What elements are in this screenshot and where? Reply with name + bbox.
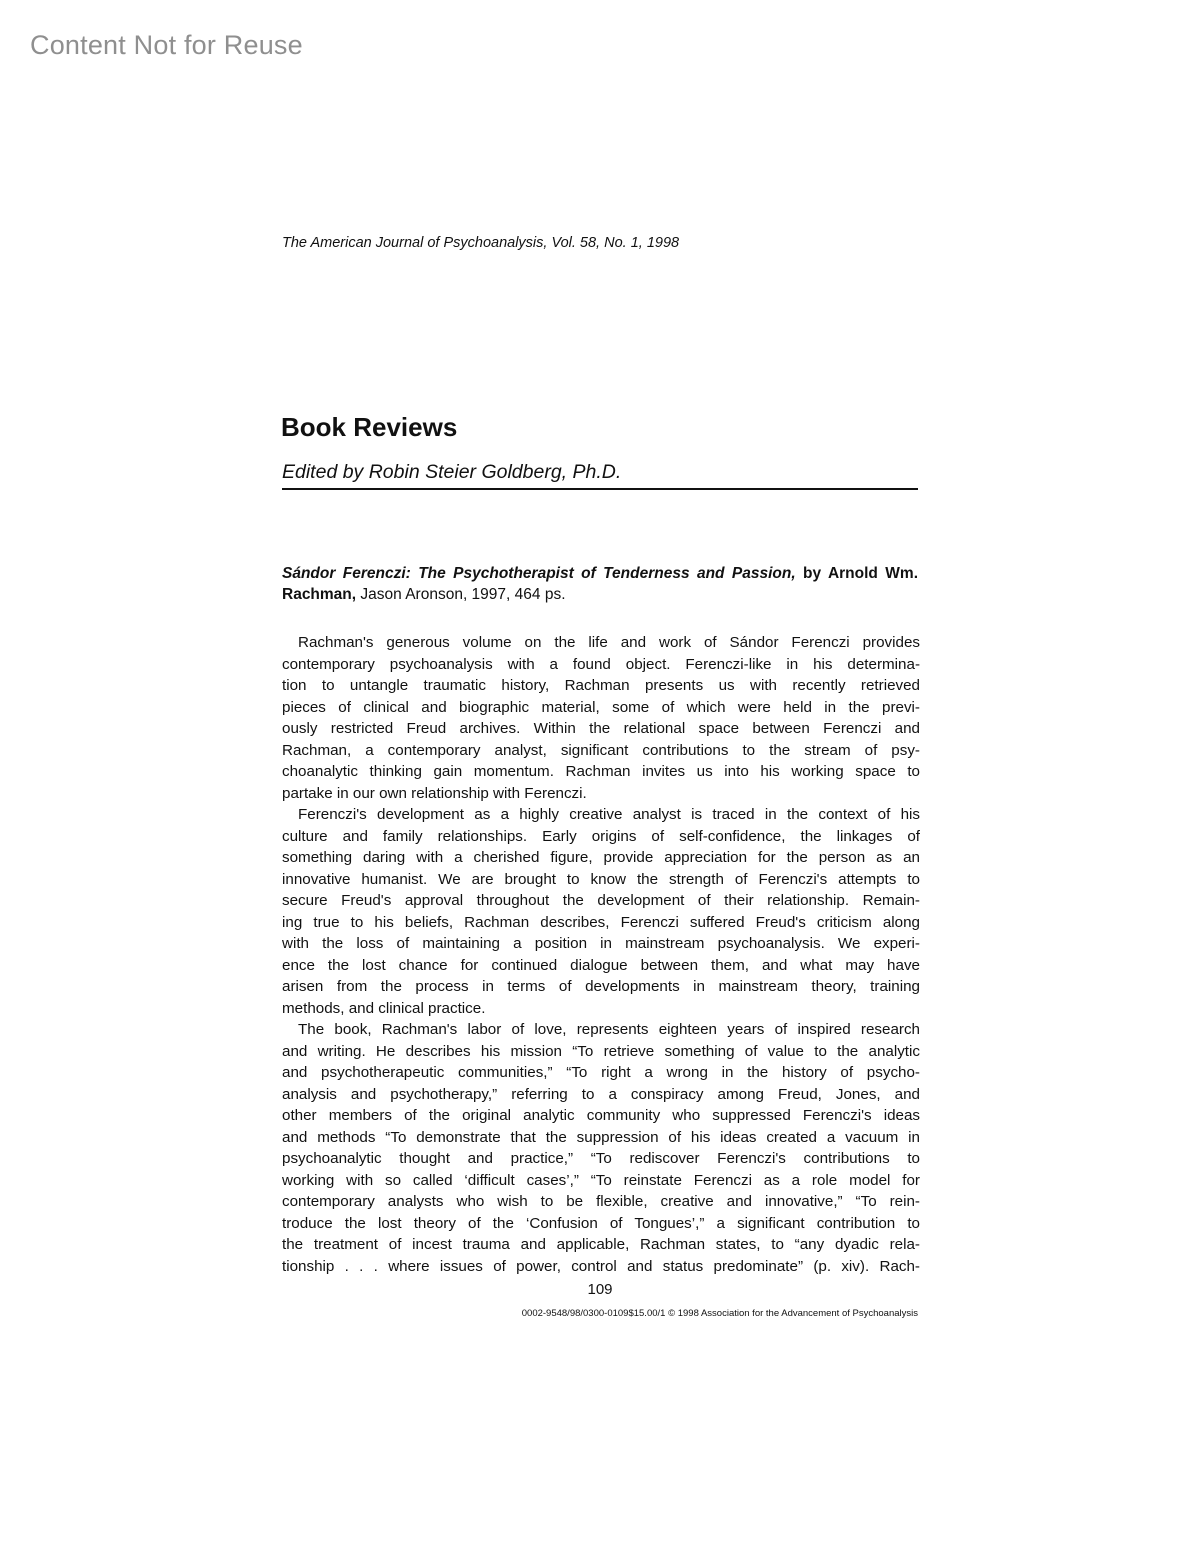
body-line: with the loss of maintaining a position in mainstream psychoanalysis. We experi- bbox=[282, 935, 920, 952]
body-line: ing true to his beliefs, Rachman describes, Ferenczi suffered Freud's criticism along bbox=[282, 913, 920, 931]
body-line: pieces of clinical and biographic material, some of which were held in the previ- bbox=[282, 698, 920, 716]
body-line: working with so called ‘difficult cases’,” “To reinstate Ferenczi as a role model for bbox=[282, 1171, 920, 1189]
watermark: Content Not for Reuse bbox=[30, 30, 303, 60]
body-line: and psychotherapeutic communities,” “To right a wrong in the history of psycho- bbox=[282, 1064, 920, 1081]
body-line: something daring with a cherished figure, provide appreciation for the person as an bbox=[282, 849, 920, 866]
body-line: tion to untangle traumatic history, Rachman presents us with recently retrieved bbox=[282, 677, 920, 694]
body-line: and methods “To demonstrate that the suppression of his ideas created a vacuum in bbox=[282, 1128, 920, 1146]
body-line: psychoanalytic thought and practice,” “To rediscover Ferenczi's contributions to bbox=[282, 1150, 920, 1167]
body-line: innovative humanist. We are brought to know the strength of Ferenczi's attempts to bbox=[282, 870, 920, 888]
body-line: methods, and clinical practice. bbox=[282, 999, 486, 1017]
section-title: Book Reviews bbox=[281, 412, 458, 442]
body-line: arisen from the process in terms of developments in mainstream theory, training bbox=[282, 978, 920, 995]
body-line: troduce the lost theory of the ‘Confusion of Tongues’,” a significant contribution to bbox=[282, 1214, 920, 1232]
copyright-line: 0002-9548/98/0300-0109$15.00/1 © 1998 Association for the Advancement of Psychoanalysis bbox=[521, 1308, 918, 1319]
review-body bbox=[282, 632, 920, 1277]
page-number: 109 bbox=[587, 1281, 613, 1298]
editor-line: Edited by Robin Steier Goldberg, Ph.D. bbox=[282, 461, 918, 490]
body-line: contemporary analysts who wish to be flexible, creative and innovative,” “To rein- bbox=[282, 1193, 920, 1210]
body-line: choanalytic thinking gain momentum. Rachman invites us into his working space to bbox=[282, 763, 920, 780]
body-line: analysis and psychotherapy,” referring to a conspiracy among Freud, Jones, and bbox=[282, 1085, 920, 1103]
body-line: other members of the original analytic community who suppressed Ferenczi's ideas bbox=[282, 1107, 920, 1124]
body-line: culture and family relationships. Early origins of self-confidence, the linkages of bbox=[282, 827, 920, 845]
body-line: Rachman's generous volume on the life and work of Sándor Ferenczi provides bbox=[298, 634, 920, 651]
body-line: The book, Rachman's labor of love, represents eighteen years of inspired research bbox=[298, 1021, 920, 1038]
body-line: tionship . . . where issues of power, control and status predominate” (p. xiv). Rach- bbox=[282, 1257, 920, 1275]
book-publisher: Jason Aronson, 1997, 464 ps. bbox=[356, 586, 566, 603]
book-author: by Arnold Wm. Rachman, bbox=[282, 565, 918, 603]
review-heading bbox=[282, 563, 918, 605]
journal-citation: The American Journal of Psychoanalysis, Vol. 58, No. 1, 1998 bbox=[282, 235, 680, 251]
body-line: partake in our own relationship with Ferenczi. bbox=[282, 784, 587, 802]
body-line: ously restricted Freud archives. Within the relational space between Ferenczi and bbox=[282, 720, 920, 737]
body-line: ence the lost chance for continued dialogue between them, and what may have bbox=[282, 956, 920, 974]
body-line: the treatment of incest trauma and applicable, Rachman states, to “any dyadic rela- bbox=[282, 1236, 920, 1253]
book-title: Sándor Ferenczi: The Psychotherapist of Tenderness and Passion, bbox=[282, 565, 796, 582]
body-line: and writing. He describes his mission “To retrieve something of value to the analytic bbox=[282, 1042, 920, 1060]
body-line: secure Freud's approval throughout the development of their relationship. Remain- bbox=[282, 892, 920, 909]
body-line: Rachman, a contemporary analyst, significant contributions to the stream of psy- bbox=[282, 741, 920, 759]
body-line: contemporary psychoanalysis with a found object. Ferenczi-like in his determina- bbox=[282, 655, 920, 673]
body-line: Ferenczi's development as a highly creative analyst is traced in the context of his bbox=[298, 806, 920, 823]
